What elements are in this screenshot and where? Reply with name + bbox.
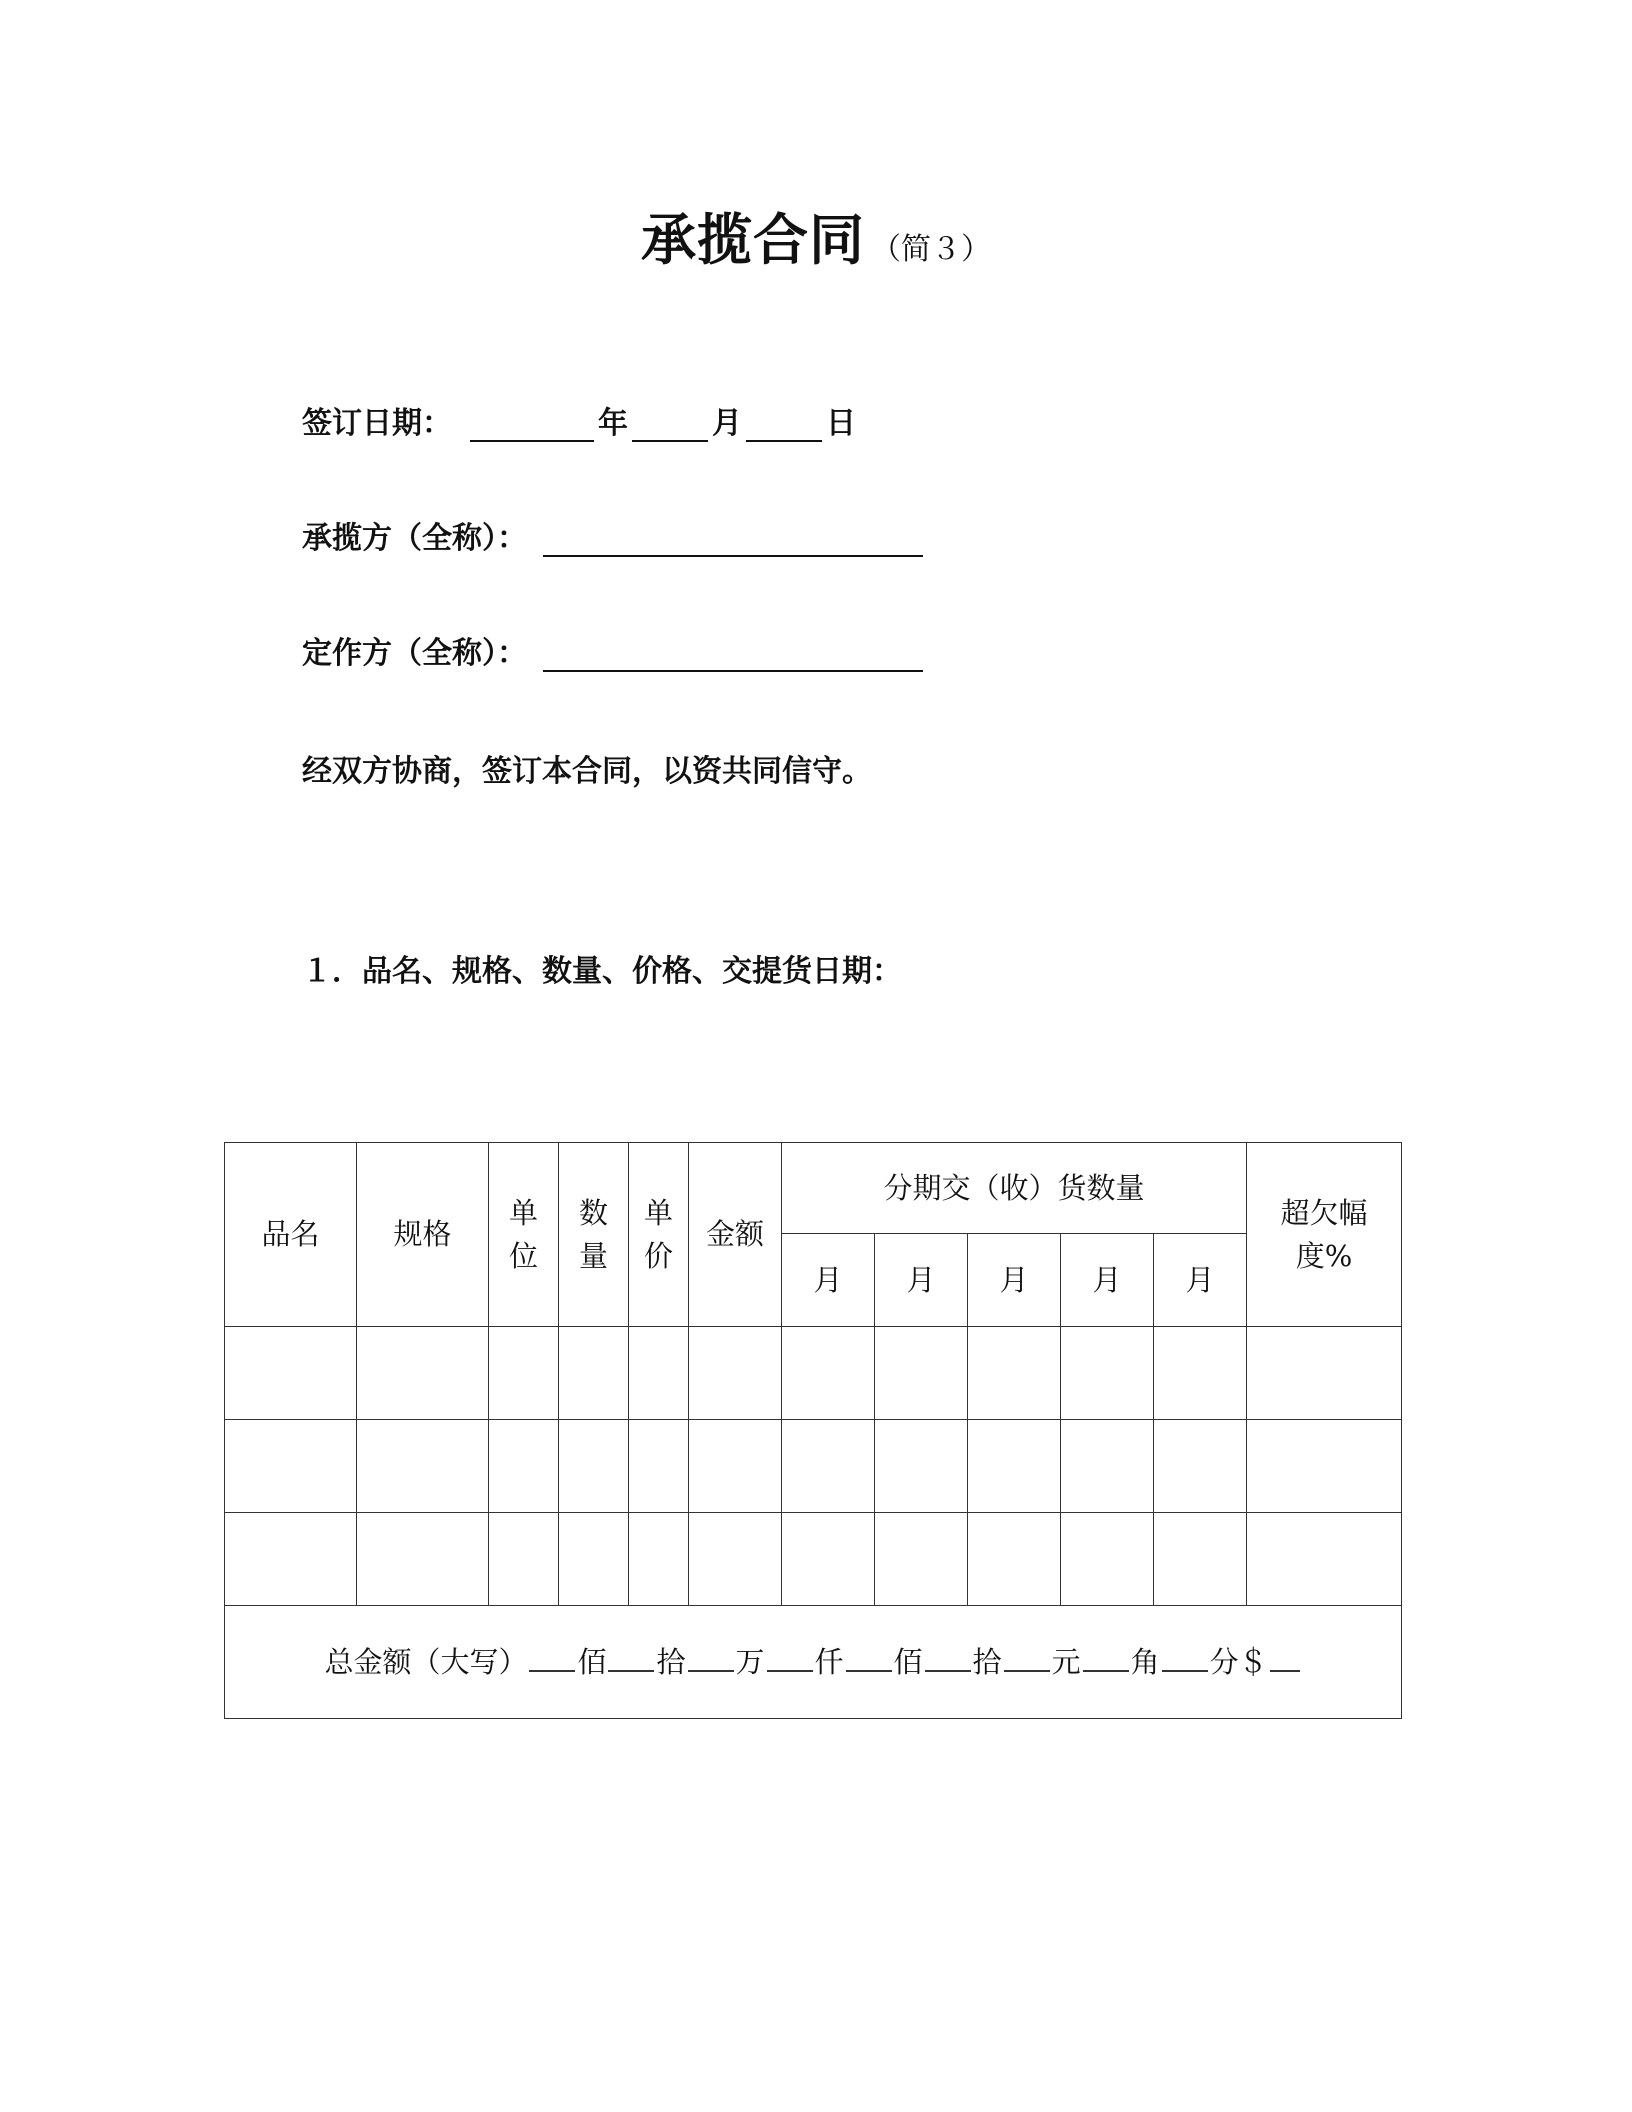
total-unit: 万 <box>735 1644 765 1679</box>
table-cell[interactable] <box>1247 1420 1402 1513</box>
total-unit: 仟 <box>814 1644 844 1679</box>
header-spec: 规格 <box>357 1143 489 1327</box>
header-qty: 数 量 <box>559 1143 629 1327</box>
year-label: 年 <box>598 406 628 441</box>
table-cell[interactable] <box>875 1513 968 1606</box>
contractor-line <box>302 513 927 557</box>
table-header-row <box>225 1143 1402 1234</box>
orderer-blank[interactable] <box>543 636 923 672</box>
table-cell[interactable] <box>629 1513 689 1606</box>
month-header: 月 <box>1154 1234 1247 1327</box>
total-blank[interactable] <box>925 1642 971 1672</box>
month-header: 月 <box>1061 1234 1154 1327</box>
table-row <box>225 1327 1402 1420</box>
table-cell[interactable] <box>689 1420 782 1513</box>
table-cell[interactable] <box>489 1420 559 1513</box>
goods-table <box>224 1142 1402 1719</box>
table-cell[interactable] <box>357 1420 489 1513</box>
sign-date-label: 签订日期： <box>302 406 452 441</box>
total-unit: 角 <box>1130 1644 1160 1679</box>
table-cell[interactable] <box>782 1513 875 1606</box>
document-title: 承揽合同 <box>640 208 865 272</box>
table-cell[interactable] <box>489 1513 559 1606</box>
month-label: 月 <box>712 406 742 441</box>
table-cell[interactable] <box>559 1513 629 1606</box>
table-cell[interactable] <box>1154 1513 1247 1606</box>
total-blank[interactable] <box>767 1642 813 1672</box>
table-cell[interactable] <box>968 1327 1061 1420</box>
agreement-text: 经双方协商，签订本合同，以资共同信守。 <box>302 754 872 789</box>
table-cell[interactable] <box>968 1513 1061 1606</box>
table-cell[interactable] <box>968 1420 1061 1513</box>
table-cell[interactable] <box>357 1327 489 1420</box>
total-unit: 佰 <box>893 1644 923 1679</box>
total-row <box>225 1606 1402 1719</box>
table-cell[interactable] <box>559 1420 629 1513</box>
table-cell[interactable] <box>225 1513 357 1606</box>
total-blank[interactable] <box>688 1642 734 1672</box>
table-cell[interactable] <box>489 1327 559 1420</box>
table-row <box>225 1513 1402 1606</box>
table-cell[interactable] <box>1061 1513 1154 1606</box>
header-unit: 单 位 <box>489 1143 559 1327</box>
month-header: 月 <box>875 1234 968 1327</box>
day-blank[interactable] <box>746 406 822 442</box>
section-1-heading: １．品名、规格、数量、价格、交提货日期： <box>302 954 902 989</box>
agreement-line <box>302 746 872 790</box>
sign-date-line <box>302 398 856 442</box>
table-cell[interactable] <box>225 1327 357 1420</box>
table-cell[interactable] <box>225 1420 357 1513</box>
total-unit: 元 <box>1051 1644 1081 1679</box>
header-amount: 金额 <box>689 1143 782 1327</box>
contractor-blank[interactable] <box>543 521 923 557</box>
table-cell[interactable] <box>559 1327 629 1420</box>
table-cell[interactable] <box>782 1327 875 1420</box>
header-installments: 分期交（收）货数量 <box>782 1143 1247 1234</box>
document-subtitle: （简３） <box>871 232 991 267</box>
table-cell[interactable] <box>1061 1327 1154 1420</box>
year-blank[interactable] <box>470 406 594 442</box>
table-cell[interactable] <box>629 1327 689 1420</box>
total-blank[interactable] <box>1270 1642 1300 1672</box>
total-blank[interactable] <box>608 1642 654 1672</box>
table-cell[interactable] <box>689 1327 782 1420</box>
total-unit: 拾 <box>656 1644 686 1679</box>
table-cell[interactable] <box>689 1513 782 1606</box>
table-cell[interactable] <box>357 1513 489 1606</box>
table-cell[interactable] <box>875 1327 968 1420</box>
title-block <box>0 196 1632 275</box>
total-amount-cell <box>225 1606 1402 1719</box>
table-cell[interactable] <box>782 1420 875 1513</box>
table-cell[interactable] <box>1154 1420 1247 1513</box>
orderer-label: 定作方（全称）： <box>302 636 527 671</box>
total-blank[interactable] <box>1162 1642 1208 1672</box>
total-blank[interactable] <box>846 1642 892 1672</box>
table-cell[interactable] <box>1061 1420 1154 1513</box>
contractor-label: 承揽方（全称）： <box>302 521 527 556</box>
total-blank[interactable] <box>1083 1642 1129 1672</box>
table-row <box>225 1420 1402 1513</box>
orderer-line <box>302 628 927 672</box>
table-cell[interactable] <box>1154 1327 1247 1420</box>
header-over-short: 超欠幅 度% <box>1247 1143 1402 1327</box>
month-header: 月 <box>782 1234 875 1327</box>
table-cell[interactable] <box>629 1420 689 1513</box>
header-name: 品名 <box>225 1143 357 1327</box>
month-blank[interactable] <box>632 406 708 442</box>
table-cell[interactable] <box>875 1420 968 1513</box>
table-cell[interactable] <box>1247 1327 1402 1420</box>
total-blank[interactable] <box>1004 1642 1050 1672</box>
table-cell[interactable] <box>1247 1513 1402 1606</box>
total-blank[interactable] <box>529 1642 575 1672</box>
total-amount-label: 总金额（大写） <box>324 1644 528 1679</box>
day-label: 日 <box>826 406 856 441</box>
header-price: 单 价 <box>629 1143 689 1327</box>
total-unit: 佰 <box>577 1644 607 1679</box>
month-header: 月 <box>968 1234 1061 1327</box>
total-unit: 分＄ <box>1209 1644 1268 1679</box>
total-unit: 拾 <box>972 1644 1002 1679</box>
